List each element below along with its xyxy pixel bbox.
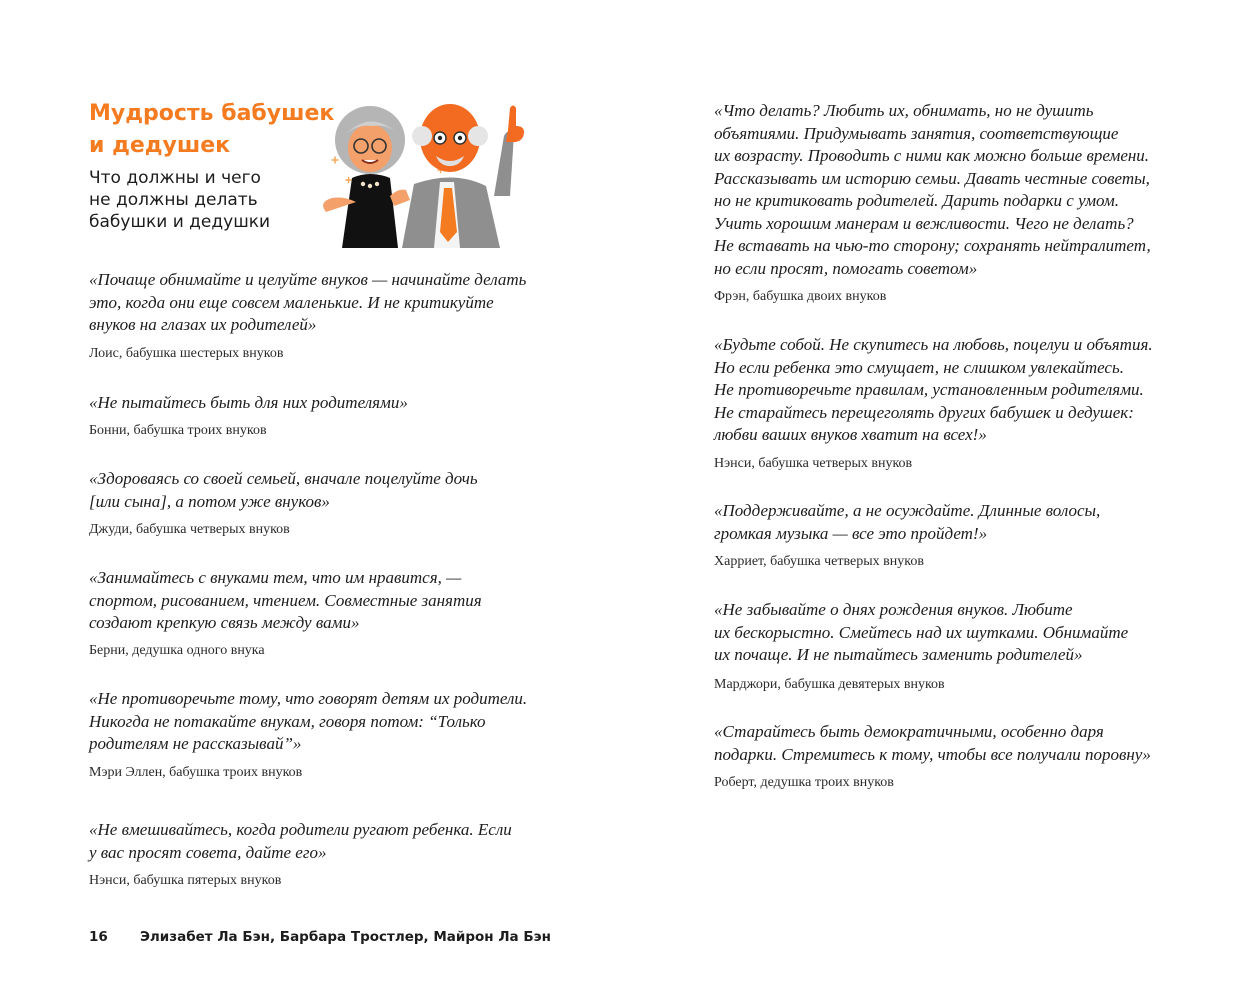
page-title: Мудрость бабушек и дедушек <box>89 101 335 158</box>
quote-author: Лоис, бабушка шестерых внуков <box>89 346 284 361</box>
quote-text: «Не вмешивайтесь, когда родители ругают ребенка. Если у вас просят совета, дайте его» <box>89 820 512 862</box>
quote-text: «Будьте собой. Не скупитесь на любовь, поцелуи и объятия. Но если ребенка это смущает, не слишком увлекайтесь. Не противоречьте правилам, установленным родителями. Не старайтесь перещеголять других бабушек и дедушек: любви ваших внуков хватит на всех!» <box>714 335 1153 444</box>
quote-text: «Старайтесь быть демократичными, особенно даря подарки. Стремитесь к тому, чтобы все получали поровну» <box>714 722 1151 764</box>
quote-author: Джуди, бабушка четверых внуков <box>89 522 290 537</box>
quote-text: «Не пытайтесь быть для них родителями» <box>89 393 408 412</box>
quote-text: «Занимайтесь с внуками тем, что им нравится, — спортом, рисованием, чтением. Совместные занятия создают крепкую связь между вами» <box>89 568 482 632</box>
quote-author: Нэнси, бабушка четверых внуков <box>714 456 913 471</box>
quote-text: «Поддерживайте, а не осуждайте. Длинные волосы, громкая музыка — все это пройдет!» <box>714 501 1101 543</box>
page-subtitle: Что должны и чего не должны делать бабушки и дедушки <box>89 168 271 232</box>
quote-text: «Что делать? Любить их, обнимать, но не душить объятиями. Придумывать занятия, соответствующие их возрасту. Проводить с ними как можно больше времени. Рассказывать им историю семьи. Давать честные советы, но не критиковать родителей. Дарить подарки с умом. Учить хорошим манерам и вежливости. Чего не делать? Не вставать на чью-то сторону; сохранять нейтралитет, но если просят, помогать советом» <box>714 101 1151 278</box>
quote-author: Фрэн, бабушка двоих внуков <box>714 289 887 304</box>
page-number: 16 <box>89 929 108 945</box>
quote-author: Марджори, бабушка девятерых внуков <box>714 677 945 692</box>
quote-author: Роберт, дедушка троих внуков <box>714 775 894 790</box>
quote-author: Харриет, бабушка четверых внуков <box>714 554 924 569</box>
quote-text: «Здороваясь со своей семьей, вначале поцелуйте дочь [или сына], а потом уже внуков» <box>89 469 478 511</box>
book-authors: Элизабет Ла Бэн, Барбара Тростлер, Майрон Ла Бэн <box>140 929 551 945</box>
quote-text: «Почаще обнимайте и целуйте внуков — начинайте делать это, когда они еще совсем маленькие. И не критикуйте внуков на глазах их родителей» <box>89 270 527 334</box>
quote-text: «Не противоречьте тому, что говорят детям их родители. Никогда не потакайте внукам, говоря потом: “Только родителям не рассказывай”» <box>89 689 528 753</box>
quote-text: «Не забывайте о днях рождения внуков. Любите их бескорыстно. Смейтесь над их шутками. Обнимайте их почаще. И не пытайтесь заменить родителей» <box>714 600 1129 664</box>
quote-author: Берни, дедушка одного внука <box>89 643 265 658</box>
quote-author: Мэри Эллен, бабушка троих внуков <box>89 765 303 780</box>
grandparents-illustration <box>318 100 546 248</box>
quote-author: Нэнси, бабушка пятерых внуков <box>89 873 282 888</box>
quote-author: Бонни, бабушка троих внуков <box>89 423 267 438</box>
